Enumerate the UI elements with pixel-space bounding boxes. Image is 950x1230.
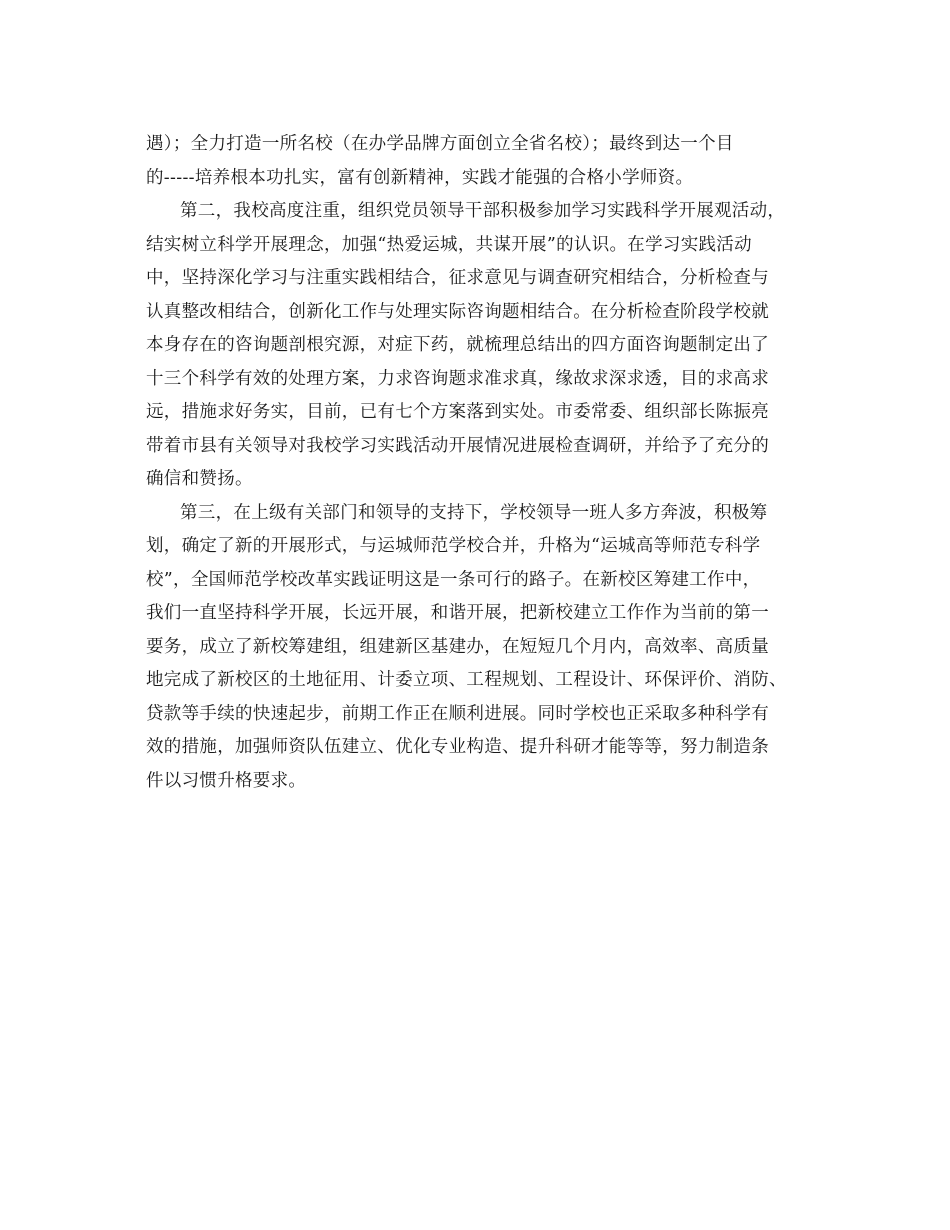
text-line: 结实树立科学开展理念，加强“热爱运城，共谋开展”的认识。在学习实践活动 bbox=[146, 234, 752, 255]
text-line: 我们一直坚持科学开展，长远开展，和谐开展，把新校建立工作作为当前的第一 bbox=[146, 603, 769, 623]
text-line: 件以习惯升格要求。 bbox=[146, 770, 307, 791]
text-line: 地完成了新校区的土地征用、计委立项、工程规划、工程设计、环保评价、消防、 bbox=[146, 670, 787, 690]
text-line: 要务，成立了新校筹建组，组建新区基建办，在短短几个月内，高效率、高质量 bbox=[146, 636, 769, 657]
text-line: 贷款等手续的快速起步，前期工作正在顺利进展。同时学校也正采取多种科学有 bbox=[146, 703, 769, 724]
paragraph-start-line: 第二，我校高度注重，组织党员领导干部积极参加学习实践科学开展观活动， bbox=[180, 201, 786, 221]
text-line: 校”，全国师范学校改革实践证明这是一条可行的路子。在新校区筹建工作中， bbox=[146, 569, 761, 590]
text-line: 效的措施，加强师资队伍建立、优化专业构造、提升科研才能等等，努力制造条 bbox=[146, 737, 769, 757]
paragraph-start-line: 第三，在上级有关部门和领导的支持下，学校领导一班人多方奔波，积极筹 bbox=[180, 502, 768, 523]
text-line: 带着市县有关领导对我校学习实践活动开展情况进展检查调研，并给予了充分的 bbox=[146, 435, 769, 456]
text-line: 遇）；全力打造一所名校（在办学品牌方面创立全省名校）；最终到达一个目 bbox=[146, 134, 734, 154]
text-line: 的-----培养根本功扎实，富有创新精神，实践才能强的合格小学师资。 bbox=[146, 167, 694, 188]
text-line: 认真整改相结合，创新化工作与处理实际咨询题相结合。在分析检查阶段学校就 bbox=[146, 301, 769, 322]
text-line: 中，坚持深化学习与注重实践相结合，征求意见与调查研究相结合，分析检查与 bbox=[146, 268, 769, 288]
text-line: 十三个科学有效的处理方案，力求咨询题求准求真，缘故求深求透，目的求高求 bbox=[146, 368, 769, 389]
body-text bbox=[146, 128, 816, 798]
text-line: 划，确定了新的开展形式，与运城师范学校合并，升格为“运城高等师范专科学 bbox=[146, 536, 761, 556]
text-line: 本身存在的咨询题剖根究源，对症下药，就梳理总结出的四方面咨询题制定出了 bbox=[146, 335, 769, 355]
text-line: 确信和赞扬。 bbox=[146, 469, 253, 489]
text-line: 远，措施求好务实，目前，已有七个方案落到实处。市委常委、组织部长陈振亮 bbox=[146, 402, 769, 422]
